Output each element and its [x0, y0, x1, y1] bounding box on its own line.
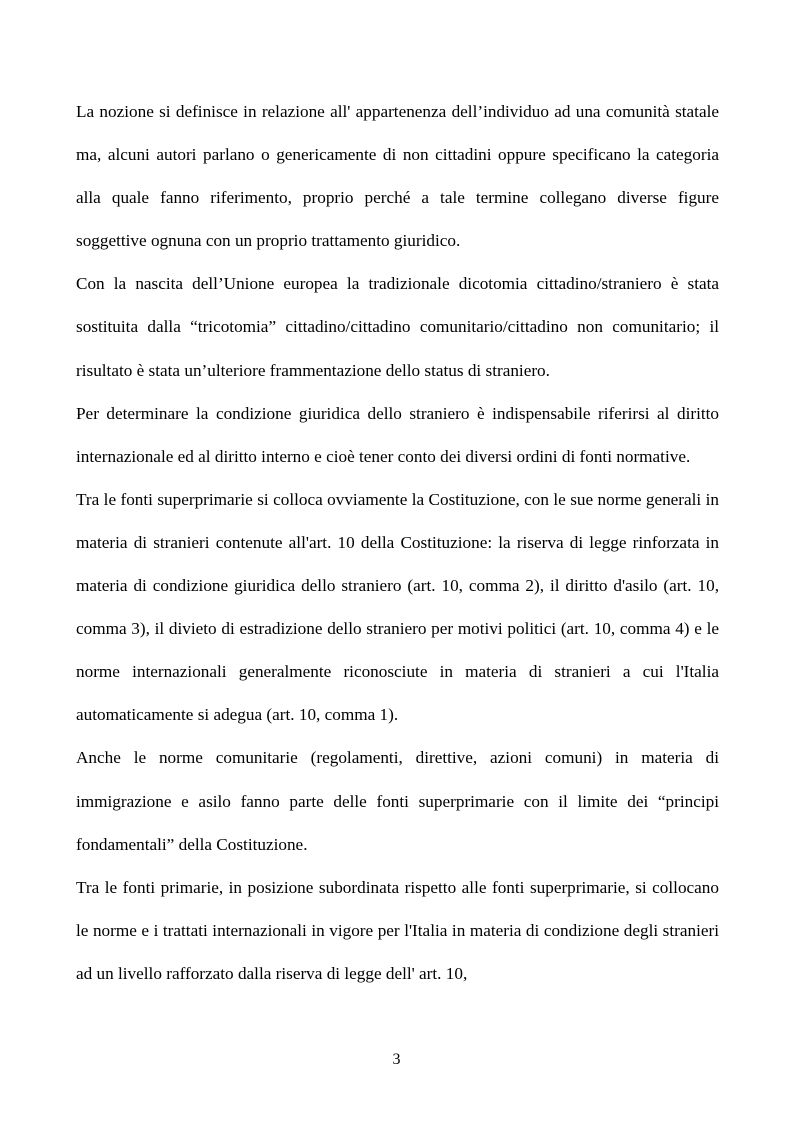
paragraph-2: Con la nascita dell’Unione europea la tradizionale dicotomia cittadino/straniero è stata sostituita dalla “tricotomia” cittadino/cittadino comunitario/cittadino non comunitario; il risultato è stata un’ulteriore frammentazione dello status di straniero. [76, 274, 719, 380]
document-body [76, 90, 719, 995]
paragraph-1: La nozione si definisce in relazione all' appartenenza dell’individuo ad una comunità statale ma, alcuni autori parlano o genericamente di non cittadini oppure specificano la categoria alla quale fanno riferimento, proprio perché a tale termine collegano diverse figure soggettive ognuna con un proprio trattamento giuridico. [76, 102, 719, 251]
paragraph-3: Per determinare la condizione giuridica dello straniero è indispensabile riferirsi al diritto internazionale ed al diritto interno e cioè tener conto dei diversi ordini di fonti normative. [76, 403, 719, 466]
paragraph-5: Anche le norme comunitarie (regolamenti, direttive, azioni comuni) in materia di immigrazione e asilo fanno parte delle fonti superprimarie con il limite dei “principi fondamentali” della Costituzione. [76, 748, 719, 854]
page-number: 3 [392, 1051, 401, 1068]
paragraph-6: Tra le fonti primarie, in posizione subordinata rispetto alle fonti superprimarie, si collocano le norme e i trattati internazionali in vigore per l'Italia in materia di condizione degli stranieri ad un livello rafforzato dalla riserva di legge dell' art. 10, [76, 877, 719, 983]
paragraph-4: Tra le fonti superprimarie si colloca ovviamente la Costituzione, con le sue norme generali in materia di stranieri contenute all'art. 10 della Costituzione: la riserva di legge rinforzata in materia di condizione giuridica dello straniero (art. 10, comma 2), il diritto d'asilo (art. 10, comma 3), il divieto di estradizione dello straniero per motivi politici (art. 10, comma 4) e le norme internazionali generalmente riconosciute in materia di stranieri a cui l'Italia automaticamente si adegua (art. 10, comma 1). [76, 489, 719, 725]
